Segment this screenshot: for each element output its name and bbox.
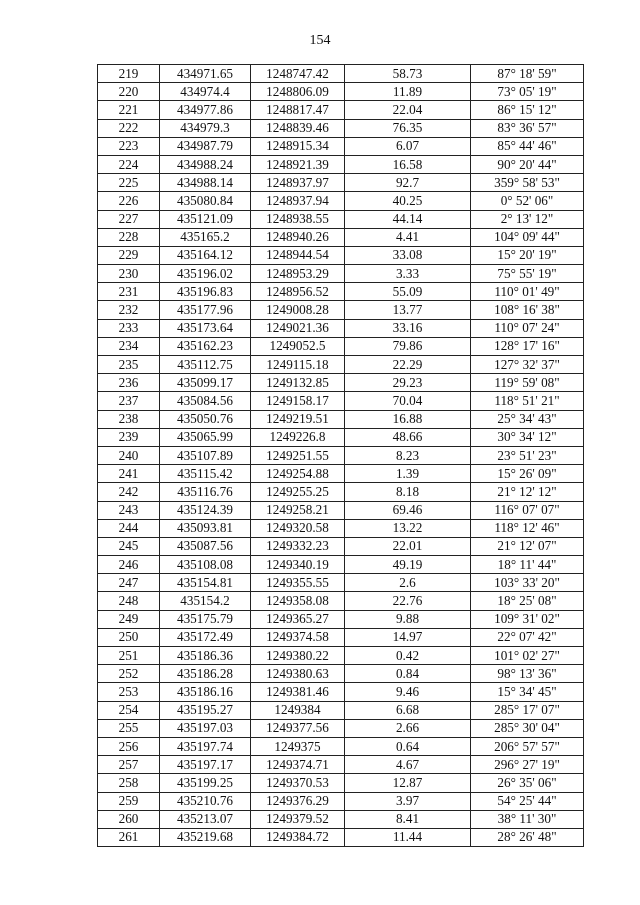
table-row: [98, 537, 584, 555]
point-number-cell: 224: [98, 155, 160, 173]
point-number-cell: 244: [98, 519, 160, 537]
point-number-cell: 249: [98, 610, 160, 628]
point-number-cell: 246: [98, 556, 160, 574]
x-coordinate-cell: 434988.14: [160, 174, 251, 192]
point-number-cell: 247: [98, 574, 160, 592]
table-row: [98, 155, 584, 173]
bearing-angle-cell: 118° 12' 46": [471, 519, 584, 537]
y-coordinate-cell: 1249340.19: [251, 556, 345, 574]
table-row: [98, 446, 584, 464]
y-coordinate-cell: 1249381.46: [251, 683, 345, 701]
point-number-cell: 236: [98, 374, 160, 392]
distance-cell: 69.46: [345, 501, 471, 519]
y-coordinate-cell: 1249251.55: [251, 446, 345, 464]
distance-cell: 70.04: [345, 392, 471, 410]
point-number-cell: 251: [98, 647, 160, 665]
table-row: [98, 65, 584, 83]
table-row: [98, 410, 584, 428]
bearing-angle-cell: 86° 15' 12": [471, 101, 584, 119]
point-number-cell: 233: [98, 319, 160, 337]
y-coordinate-cell: 1249377.56: [251, 719, 345, 737]
point-number-cell: 257: [98, 756, 160, 774]
y-coordinate-cell: 1249332.23: [251, 537, 345, 555]
point-number-cell: 228: [98, 228, 160, 246]
bearing-angle-cell: 75° 55' 19": [471, 265, 584, 283]
point-number-cell: 229: [98, 246, 160, 264]
point-number-cell: 252: [98, 665, 160, 683]
x-coordinate-cell: 435196.02: [160, 265, 251, 283]
table-row: [98, 483, 584, 501]
x-coordinate-cell: 435087.56: [160, 537, 251, 555]
y-coordinate-cell: 1249355.55: [251, 574, 345, 592]
distance-cell: 11.44: [345, 828, 471, 846]
y-coordinate-cell: 1249255.25: [251, 483, 345, 501]
point-number-cell: 256: [98, 737, 160, 755]
distance-cell: 13.22: [345, 519, 471, 537]
x-coordinate-cell: 435197.74: [160, 737, 251, 755]
x-coordinate-cell: 435121.09: [160, 210, 251, 228]
distance-cell: 40.25: [345, 192, 471, 210]
distance-cell: 8.23: [345, 446, 471, 464]
bearing-angle-cell: 109° 31' 02": [471, 610, 584, 628]
table-row: [98, 665, 584, 683]
distance-cell: 29.23: [345, 374, 471, 392]
bearing-angle-cell: 30° 34' 12": [471, 428, 584, 446]
y-coordinate-cell: 1249376.29: [251, 792, 345, 810]
distance-cell: 22.76: [345, 592, 471, 610]
table-row: [98, 756, 584, 774]
distance-cell: 58.73: [345, 65, 471, 83]
y-coordinate-cell: 1249258.21: [251, 501, 345, 519]
point-number-cell: 230: [98, 265, 160, 283]
x-coordinate-cell: 435172.49: [160, 628, 251, 646]
distance-cell: 0.64: [345, 737, 471, 755]
bearing-angle-cell: 18° 25' 08": [471, 592, 584, 610]
bearing-angle-cell: 296° 27' 19": [471, 756, 584, 774]
point-number-cell: 223: [98, 137, 160, 155]
x-coordinate-cell: 435213.07: [160, 810, 251, 828]
point-number-cell: 232: [98, 301, 160, 319]
y-coordinate-cell: 1249375: [251, 737, 345, 755]
bearing-angle-cell: 15° 20' 19": [471, 246, 584, 264]
distance-cell: 16.88: [345, 410, 471, 428]
x-coordinate-cell: 435162.23: [160, 337, 251, 355]
bearing-angle-cell: 25° 34' 43": [471, 410, 584, 428]
distance-cell: 9.88: [345, 610, 471, 628]
bearing-angle-cell: 15° 34' 45": [471, 683, 584, 701]
point-number-cell: 227: [98, 210, 160, 228]
table-row: [98, 374, 584, 392]
table-row: [98, 574, 584, 592]
x-coordinate-cell: 435165.2: [160, 228, 251, 246]
x-coordinate-cell: 434987.79: [160, 137, 251, 155]
distance-cell: 6.07: [345, 137, 471, 155]
table-row: [98, 301, 584, 319]
y-coordinate-cell: 1249358.08: [251, 592, 345, 610]
table-row: [98, 810, 584, 828]
bearing-angle-cell: 108° 16' 38": [471, 301, 584, 319]
x-coordinate-cell: 435173.64: [160, 319, 251, 337]
table-row: [98, 101, 584, 119]
table-row: [98, 828, 584, 846]
distance-cell: 49.19: [345, 556, 471, 574]
y-coordinate-cell: 1249021.36: [251, 319, 345, 337]
distance-cell: 79.86: [345, 337, 471, 355]
point-number-cell: 231: [98, 283, 160, 301]
y-coordinate-cell: 1248940.26: [251, 228, 345, 246]
bearing-angle-cell: 116° 07' 07": [471, 501, 584, 519]
y-coordinate-cell: 1249052.5: [251, 337, 345, 355]
y-coordinate-cell: 1248817.47: [251, 101, 345, 119]
y-coordinate-cell: 1249115.18: [251, 356, 345, 374]
x-coordinate-cell: 435124.39: [160, 501, 251, 519]
point-number-cell: 250: [98, 628, 160, 646]
distance-cell: 6.68: [345, 701, 471, 719]
x-coordinate-cell: 435154.81: [160, 574, 251, 592]
table-row: [98, 192, 584, 210]
point-number-cell: 242: [98, 483, 160, 501]
table-row: [98, 337, 584, 355]
x-coordinate-cell: 435112.75: [160, 356, 251, 374]
distance-cell: 2.66: [345, 719, 471, 737]
page-number: 154: [309, 33, 331, 48]
table-row: [98, 792, 584, 810]
bearing-angle-cell: 128° 17' 16": [471, 337, 584, 355]
bearing-angle-cell: 118° 51' 21": [471, 392, 584, 410]
point-number-cell: 255: [98, 719, 160, 737]
table-row: [98, 719, 584, 737]
x-coordinate-cell: 435099.17: [160, 374, 251, 392]
distance-cell: 13.77: [345, 301, 471, 319]
point-number-cell: 245: [98, 537, 160, 555]
y-coordinate-cell: 1248937.97: [251, 174, 345, 192]
table-row: [98, 683, 584, 701]
y-coordinate-cell: 1249158.17: [251, 392, 345, 410]
y-coordinate-cell: 1249365.27: [251, 610, 345, 628]
bearing-angle-cell: 83° 36' 57": [471, 119, 584, 137]
x-coordinate-cell: 435116.76: [160, 483, 251, 501]
bearing-angle-cell: 2° 13' 12": [471, 210, 584, 228]
y-coordinate-cell: 1249219.51: [251, 410, 345, 428]
distance-cell: 92.7: [345, 174, 471, 192]
bearing-angle-cell: 0° 52' 06": [471, 192, 584, 210]
y-coordinate-cell: 1248938.55: [251, 210, 345, 228]
table-row: [98, 319, 584, 337]
bearing-angle-cell: 18° 11' 44": [471, 556, 584, 574]
bearing-angle-cell: 285° 17' 07": [471, 701, 584, 719]
distance-cell: 14.97: [345, 628, 471, 646]
table-row: [98, 210, 584, 228]
bearing-angle-cell: 127° 32' 37": [471, 356, 584, 374]
distance-cell: 2.6: [345, 574, 471, 592]
coordinates-table-body: [98, 65, 584, 847]
table-row: [98, 174, 584, 192]
x-coordinate-cell: 435197.17: [160, 756, 251, 774]
x-coordinate-cell: 434977.86: [160, 101, 251, 119]
distance-cell: 8.41: [345, 810, 471, 828]
point-number-cell: 258: [98, 774, 160, 792]
y-coordinate-cell: 1248806.09: [251, 83, 345, 101]
distance-cell: 76.35: [345, 119, 471, 137]
table-row: [98, 228, 584, 246]
table-row: [98, 556, 584, 574]
y-coordinate-cell: 1249379.52: [251, 810, 345, 828]
bearing-angle-cell: 28° 26' 48": [471, 828, 584, 846]
y-coordinate-cell: 1248915.34: [251, 137, 345, 155]
bearing-angle-cell: 54° 25' 44": [471, 792, 584, 810]
table-row: [98, 83, 584, 101]
x-coordinate-cell: 435186.28: [160, 665, 251, 683]
x-coordinate-cell: 435107.89: [160, 446, 251, 464]
distance-cell: 4.41: [345, 228, 471, 246]
table-row: [98, 137, 584, 155]
distance-cell: 33.16: [345, 319, 471, 337]
y-coordinate-cell: 1249226.8: [251, 428, 345, 446]
y-coordinate-cell: 1249384: [251, 701, 345, 719]
bearing-angle-cell: 15° 26' 09": [471, 465, 584, 483]
x-coordinate-cell: 435199.25: [160, 774, 251, 792]
bearing-angle-cell: 23° 51' 23": [471, 446, 584, 464]
bearing-angle-cell: 98° 13' 36": [471, 665, 584, 683]
distance-cell: 33.08: [345, 246, 471, 264]
bearing-angle-cell: 103° 33' 20": [471, 574, 584, 592]
point-number-cell: 220: [98, 83, 160, 101]
table-row: [98, 119, 584, 137]
point-number-cell: 240: [98, 446, 160, 464]
point-number-cell: 225: [98, 174, 160, 192]
point-number-cell: 243: [98, 501, 160, 519]
x-coordinate-cell: 435108.08: [160, 556, 251, 574]
bearing-angle-cell: 110° 07' 24": [471, 319, 584, 337]
bearing-angle-cell: 359° 58' 53": [471, 174, 584, 192]
distance-cell: 55.09: [345, 283, 471, 301]
distance-cell: 11.89: [345, 83, 471, 101]
table-row: [98, 774, 584, 792]
distance-cell: 12.87: [345, 774, 471, 792]
point-number-cell: 241: [98, 465, 160, 483]
bearing-angle-cell: 285° 30' 04": [471, 719, 584, 737]
x-coordinate-cell: 435177.96: [160, 301, 251, 319]
x-coordinate-cell: 435093.81: [160, 519, 251, 537]
distance-cell: 0.84: [345, 665, 471, 683]
x-coordinate-cell: 435175.79: [160, 610, 251, 628]
point-number-cell: 226: [98, 192, 160, 210]
table-row: [98, 501, 584, 519]
table-row: [98, 647, 584, 665]
point-number-cell: 239: [98, 428, 160, 446]
point-number-cell: 259: [98, 792, 160, 810]
table-row: [98, 701, 584, 719]
table-row: [98, 392, 584, 410]
distance-cell: 22.29: [345, 356, 471, 374]
table-row: [98, 428, 584, 446]
x-coordinate-cell: 434974.4: [160, 83, 251, 101]
x-coordinate-cell: 435080.84: [160, 192, 251, 210]
point-number-cell: 221: [98, 101, 160, 119]
x-coordinate-cell: 434979.3: [160, 119, 251, 137]
table-row: [98, 610, 584, 628]
point-number-cell: 235: [98, 356, 160, 374]
x-coordinate-cell: 435050.76: [160, 410, 251, 428]
x-coordinate-cell: 435196.83: [160, 283, 251, 301]
y-coordinate-cell: 1248937.94: [251, 192, 345, 210]
y-coordinate-cell: 1248747.42: [251, 65, 345, 83]
table-row: [98, 628, 584, 646]
distance-cell: 4.67: [345, 756, 471, 774]
point-number-cell: 238: [98, 410, 160, 428]
bearing-angle-cell: 21° 12' 12": [471, 483, 584, 501]
x-coordinate-cell: 435219.68: [160, 828, 251, 846]
point-number-cell: 222: [98, 119, 160, 137]
distance-cell: 48.66: [345, 428, 471, 446]
distance-cell: 0.42: [345, 647, 471, 665]
table-row: [98, 265, 584, 283]
y-coordinate-cell: 1249370.53: [251, 774, 345, 792]
table-row: [98, 283, 584, 301]
point-number-cell: 260: [98, 810, 160, 828]
distance-cell: 16.58: [345, 155, 471, 173]
distance-cell: 1.39: [345, 465, 471, 483]
bearing-angle-cell: 38° 11' 30": [471, 810, 584, 828]
y-coordinate-cell: 1249384.72: [251, 828, 345, 846]
bearing-angle-cell: 104° 09' 44": [471, 228, 584, 246]
x-coordinate-cell: 435186.16: [160, 683, 251, 701]
y-coordinate-cell: 1249132.85: [251, 374, 345, 392]
distance-cell: 22.04: [345, 101, 471, 119]
point-number-cell: 261: [98, 828, 160, 846]
x-coordinate-cell: 435197.03: [160, 719, 251, 737]
x-coordinate-cell: 435210.76: [160, 792, 251, 810]
y-coordinate-cell: 1249374.71: [251, 756, 345, 774]
distance-cell: 3.33: [345, 265, 471, 283]
y-coordinate-cell: 1248944.54: [251, 246, 345, 264]
y-coordinate-cell: 1248953.29: [251, 265, 345, 283]
x-coordinate-cell: 435195.27: [160, 701, 251, 719]
point-number-cell: 253: [98, 683, 160, 701]
x-coordinate-cell: 435065.99: [160, 428, 251, 446]
distance-cell: 44.14: [345, 210, 471, 228]
coordinates-table: [97, 64, 584, 847]
x-coordinate-cell: 435084.56: [160, 392, 251, 410]
table-row: [98, 592, 584, 610]
point-number-cell: 248: [98, 592, 160, 610]
x-coordinate-cell: 435186.36: [160, 647, 251, 665]
bearing-angle-cell: 110° 01' 49": [471, 283, 584, 301]
x-coordinate-cell: 434988.24: [160, 155, 251, 173]
y-coordinate-cell: 1249380.22: [251, 647, 345, 665]
y-coordinate-cell: 1249380.63: [251, 665, 345, 683]
distance-cell: 3.97: [345, 792, 471, 810]
x-coordinate-cell: 435154.2: [160, 592, 251, 610]
bearing-angle-cell: 73° 05' 19": [471, 83, 584, 101]
table-row: [98, 465, 584, 483]
y-coordinate-cell: 1248956.52: [251, 283, 345, 301]
bearing-angle-cell: 87° 18' 59": [471, 65, 584, 83]
table-row: [98, 356, 584, 374]
bearing-angle-cell: 85° 44' 46": [471, 137, 584, 155]
x-coordinate-cell: 435164.12: [160, 246, 251, 264]
bearing-angle-cell: 90° 20' 44": [471, 155, 584, 173]
y-coordinate-cell: 1249008.28: [251, 301, 345, 319]
point-number-cell: 234: [98, 337, 160, 355]
bearing-angle-cell: 26° 35' 06": [471, 774, 584, 792]
table-row: [98, 246, 584, 264]
distance-cell: 8.18: [345, 483, 471, 501]
bearing-angle-cell: 101° 02' 27": [471, 647, 584, 665]
bearing-angle-cell: 22° 07' 42": [471, 628, 584, 646]
distance-cell: 22.01: [345, 537, 471, 555]
point-number-cell: 237: [98, 392, 160, 410]
distance-cell: 9.46: [345, 683, 471, 701]
x-coordinate-cell: 435115.42: [160, 465, 251, 483]
y-coordinate-cell: 1248921.39: [251, 155, 345, 173]
bearing-angle-cell: 21° 12' 07": [471, 537, 584, 555]
y-coordinate-cell: 1248839.46: [251, 119, 345, 137]
table-row: [98, 519, 584, 537]
y-coordinate-cell: 1249374.58: [251, 628, 345, 646]
y-coordinate-cell: 1249320.58: [251, 519, 345, 537]
point-number-cell: 254: [98, 701, 160, 719]
table-row: [98, 737, 584, 755]
point-number-cell: 219: [98, 65, 160, 83]
bearing-angle-cell: 119° 59' 08": [471, 374, 584, 392]
bearing-angle-cell: 206° 57' 57": [471, 737, 584, 755]
y-coordinate-cell: 1249254.88: [251, 465, 345, 483]
x-coordinate-cell: 434971.65: [160, 65, 251, 83]
